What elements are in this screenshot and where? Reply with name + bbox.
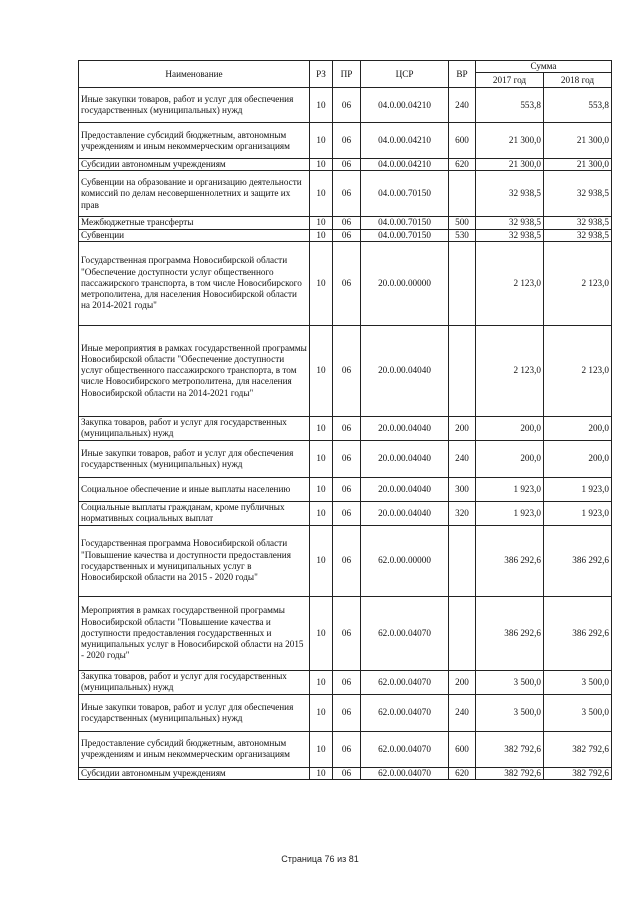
cell-name: Иные закупки товаров, работ и услуг для обеспечения государственных (муниципальных) нужд bbox=[79, 440, 310, 477]
cell-csr: 04.0.00.04210 bbox=[361, 123, 449, 159]
cell-vr: 620 bbox=[449, 767, 476, 779]
cell-2017: 2 123,0 bbox=[476, 241, 544, 325]
cell-pr: 06 bbox=[333, 501, 361, 525]
cell-name: Мероприятия в рамках государственной программы Новосибирской области "Повышение качества и доступности предоставления государственных и муниципальных услуг в Новосибирской области на 2015 - 2020 годы" bbox=[79, 596, 310, 670]
cell-pr: 06 bbox=[333, 767, 361, 779]
cell-name: Межбюджетные трансферты bbox=[79, 217, 310, 229]
cell-name: Предоставление субсидий бюджетным, автономным учреждениям и иным некоммерческим организациям bbox=[79, 731, 310, 767]
table-row bbox=[79, 525, 612, 596]
cell-pr: 06 bbox=[333, 325, 361, 416]
cell-rz: 10 bbox=[310, 229, 333, 241]
budget-sheet bbox=[78, 60, 611, 780]
table-row bbox=[79, 88, 612, 123]
table-row bbox=[79, 731, 612, 767]
cell-vr: 200 bbox=[449, 416, 476, 440]
cell-name: Субсидии автономным учреждениям bbox=[79, 159, 310, 171]
cell-2018: 200,0 bbox=[544, 440, 612, 477]
cell-name: Закупка товаров, работ и услуг для государственных (муниципальных) нужд bbox=[79, 416, 310, 440]
cell-2017: 553,8 bbox=[476, 88, 544, 123]
cell-csr: 20.0.00.04040 bbox=[361, 501, 449, 525]
cell-name: Иные закупки товаров, работ и услуг для обеспечения государственных (муниципальных) нужд bbox=[79, 694, 310, 731]
cell-2017: 32 938,5 bbox=[476, 171, 544, 217]
cell-2017: 21 300,0 bbox=[476, 123, 544, 159]
cell-pr: 06 bbox=[333, 217, 361, 229]
cell-name: Государственная программа Новосибирской области "Повышение качества и доступности предоставления государственных и муниципальных услуг в Новосибирской области на 2015 - 2020 годы" bbox=[79, 525, 310, 596]
col-header-csr: ЦСР bbox=[361, 61, 449, 88]
cell-rz: 10 bbox=[310, 477, 333, 501]
cell-rz: 10 bbox=[310, 325, 333, 416]
cell-rz: 10 bbox=[310, 217, 333, 229]
table-row bbox=[79, 325, 612, 416]
cell-csr: 04.0.00.04210 bbox=[361, 88, 449, 123]
cell-pr: 06 bbox=[333, 123, 361, 159]
cell-name: Субсидии автономным учреждениям bbox=[79, 767, 310, 779]
cell-rz: 10 bbox=[310, 767, 333, 779]
cell-csr: 20.0.00.00000 bbox=[361, 241, 449, 325]
cell-csr: 62.0.00.04070 bbox=[361, 670, 449, 694]
cell-2017: 200,0 bbox=[476, 440, 544, 477]
col-header-2018: 2018 год bbox=[544, 73, 612, 88]
cell-2018: 2 123,0 bbox=[544, 325, 612, 416]
col-header-2017: 2017 год bbox=[476, 73, 544, 88]
table-row bbox=[79, 767, 612, 779]
cell-2018: 1 923,0 bbox=[544, 477, 612, 501]
cell-vr: 240 bbox=[449, 694, 476, 731]
cell-rz: 10 bbox=[310, 88, 333, 123]
cell-name: Государственная программа Новосибирской области "Обеспечение доступности услуг общественного пассажирского транспорта, в том числе Новосибирского метрополитена, для населения Новосибирской области на 2014-2021 годы" bbox=[79, 241, 310, 325]
col-header-pr: ПР bbox=[333, 61, 361, 88]
cell-2017: 382 792,6 bbox=[476, 731, 544, 767]
cell-rz: 10 bbox=[310, 241, 333, 325]
budget-table bbox=[78, 60, 612, 780]
cell-2018: 553,8 bbox=[544, 88, 612, 123]
cell-2017: 2 123,0 bbox=[476, 325, 544, 416]
cell-2018: 200,0 bbox=[544, 416, 612, 440]
cell-csr: 62.0.00.04070 bbox=[361, 596, 449, 670]
cell-csr: 62.0.00.00000 bbox=[361, 525, 449, 596]
cell-2017: 3 500,0 bbox=[476, 670, 544, 694]
cell-name: Закупка товаров, работ и услуг для государственных (муниципальных) нужд bbox=[79, 670, 310, 694]
table-body bbox=[79, 88, 612, 780]
col-header-name: Наименование bbox=[79, 61, 310, 88]
table-row bbox=[79, 241, 612, 325]
cell-vr: 620 bbox=[449, 159, 476, 171]
cell-vr: 600 bbox=[449, 123, 476, 159]
table-row bbox=[79, 229, 612, 241]
cell-name: Иные мероприятия в рамках государственной программы Новосибирской области "Обеспечение доступности услуг общественного пассажирского транспорта, в том числе Новосибирского метрополитена, для населения Новосибирской области на 2014-2021 годы" bbox=[79, 325, 310, 416]
cell-name: Предоставление субсидий бюджетным, автономным учреждениям и иным некоммерческим организациям bbox=[79, 123, 310, 159]
col-header-sum: Сумма bbox=[476, 61, 612, 73]
table-row bbox=[79, 440, 612, 477]
table-row bbox=[79, 501, 612, 525]
cell-2018: 3 500,0 bbox=[544, 694, 612, 731]
cell-rz: 10 bbox=[310, 525, 333, 596]
cell-2018: 382 792,6 bbox=[544, 767, 612, 779]
cell-csr: 62.0.00.04070 bbox=[361, 731, 449, 767]
cell-rz: 10 bbox=[310, 440, 333, 477]
cell-csr: 62.0.00.04070 bbox=[361, 694, 449, 731]
table-row bbox=[79, 171, 612, 217]
cell-pr: 06 bbox=[333, 477, 361, 501]
cell-name: Субвенции на образование и организацию деятельности комиссий по делам несовершеннолетних и защите их прав bbox=[79, 171, 310, 217]
table-row bbox=[79, 416, 612, 440]
cell-vr: 200 bbox=[449, 670, 476, 694]
cell-vr: 240 bbox=[449, 88, 476, 123]
page-number: Страница 76 из 81 bbox=[281, 854, 359, 864]
cell-rz: 10 bbox=[310, 596, 333, 670]
cell-2017: 386 292,6 bbox=[476, 525, 544, 596]
cell-rz: 10 bbox=[310, 694, 333, 731]
cell-csr: 20.0.00.04040 bbox=[361, 325, 449, 416]
cell-pr: 06 bbox=[333, 88, 361, 123]
cell-2018: 32 938,5 bbox=[544, 217, 612, 229]
cell-2018: 386 292,6 bbox=[544, 525, 612, 596]
cell-vr: 500 bbox=[449, 217, 476, 229]
cell-pr: 06 bbox=[333, 525, 361, 596]
table-row bbox=[79, 670, 612, 694]
table-row bbox=[79, 123, 612, 159]
cell-name: Социальные выплаты гражданам, кроме публичных нормативных социальных выплат bbox=[79, 501, 310, 525]
cell-2018: 3 500,0 bbox=[544, 670, 612, 694]
table-row bbox=[79, 596, 612, 670]
cell-pr: 06 bbox=[333, 241, 361, 325]
cell-2017: 200,0 bbox=[476, 416, 544, 440]
cell-pr: 06 bbox=[333, 596, 361, 670]
cell-vr bbox=[449, 525, 476, 596]
cell-vr: 240 bbox=[449, 440, 476, 477]
cell-vr: 600 bbox=[449, 731, 476, 767]
cell-2017: 32 938,5 bbox=[476, 229, 544, 241]
cell-vr bbox=[449, 596, 476, 670]
cell-2018: 386 292,6 bbox=[544, 596, 612, 670]
cell-pr: 06 bbox=[333, 670, 361, 694]
cell-vr: 300 bbox=[449, 477, 476, 501]
cell-pr: 06 bbox=[333, 171, 361, 217]
cell-csr: 20.0.00.04040 bbox=[361, 440, 449, 477]
cell-csr: 62.0.00.04070 bbox=[361, 767, 449, 779]
cell-vr bbox=[449, 171, 476, 217]
cell-name: Иные закупки товаров, работ и услуг для обеспечения государственных (муниципальных) нужд bbox=[79, 88, 310, 123]
cell-vr: 320 bbox=[449, 501, 476, 525]
cell-name: Субвенции bbox=[79, 229, 310, 241]
cell-rz: 10 bbox=[310, 123, 333, 159]
cell-2017: 1 923,0 bbox=[476, 477, 544, 501]
cell-vr bbox=[449, 241, 476, 325]
cell-pr: 06 bbox=[333, 416, 361, 440]
col-header-vr: ВР bbox=[449, 61, 476, 88]
cell-2018: 382 792,6 bbox=[544, 731, 612, 767]
cell-pr: 06 bbox=[333, 694, 361, 731]
cell-csr: 04.0.00.04210 bbox=[361, 159, 449, 171]
cell-2018: 21 300,0 bbox=[544, 123, 612, 159]
table-row bbox=[79, 159, 612, 171]
cell-csr: 04.0.00.70150 bbox=[361, 171, 449, 217]
cell-2017: 386 292,6 bbox=[476, 596, 544, 670]
table-row bbox=[79, 477, 612, 501]
cell-csr: 20.0.00.04040 bbox=[361, 477, 449, 501]
cell-2018: 1 923,0 bbox=[544, 501, 612, 525]
cell-csr: 04.0.00.70150 bbox=[361, 229, 449, 241]
table-row bbox=[79, 217, 612, 229]
cell-2017: 3 500,0 bbox=[476, 694, 544, 731]
cell-rz: 10 bbox=[310, 416, 333, 440]
cell-csr: 04.0.00.70150 bbox=[361, 217, 449, 229]
cell-rz: 10 bbox=[310, 670, 333, 694]
cell-rz: 10 bbox=[310, 731, 333, 767]
cell-2018: 2 123,0 bbox=[544, 241, 612, 325]
cell-vr: 530 bbox=[449, 229, 476, 241]
cell-2017: 32 938,5 bbox=[476, 217, 544, 229]
cell-2018: 21 300,0 bbox=[544, 159, 612, 171]
cell-vr bbox=[449, 325, 476, 416]
cell-2018: 32 938,5 bbox=[544, 229, 612, 241]
cell-pr: 06 bbox=[333, 731, 361, 767]
table-row bbox=[79, 694, 612, 731]
cell-2017: 382 792,6 bbox=[476, 767, 544, 779]
cell-name: Социальное обеспечение и иные выплаты населению bbox=[79, 477, 310, 501]
col-header-rz: РЗ bbox=[310, 61, 333, 88]
cell-rz: 10 bbox=[310, 501, 333, 525]
cell-2018: 32 938,5 bbox=[544, 171, 612, 217]
cell-2017: 1 923,0 bbox=[476, 501, 544, 525]
cell-pr: 06 bbox=[333, 229, 361, 241]
cell-csr: 20.0.00.04040 bbox=[361, 416, 449, 440]
cell-rz: 10 bbox=[310, 171, 333, 217]
cell-rz: 10 bbox=[310, 159, 333, 171]
cell-pr: 06 bbox=[333, 159, 361, 171]
cell-pr: 06 bbox=[333, 440, 361, 477]
cell-2017: 21 300,0 bbox=[476, 159, 544, 171]
